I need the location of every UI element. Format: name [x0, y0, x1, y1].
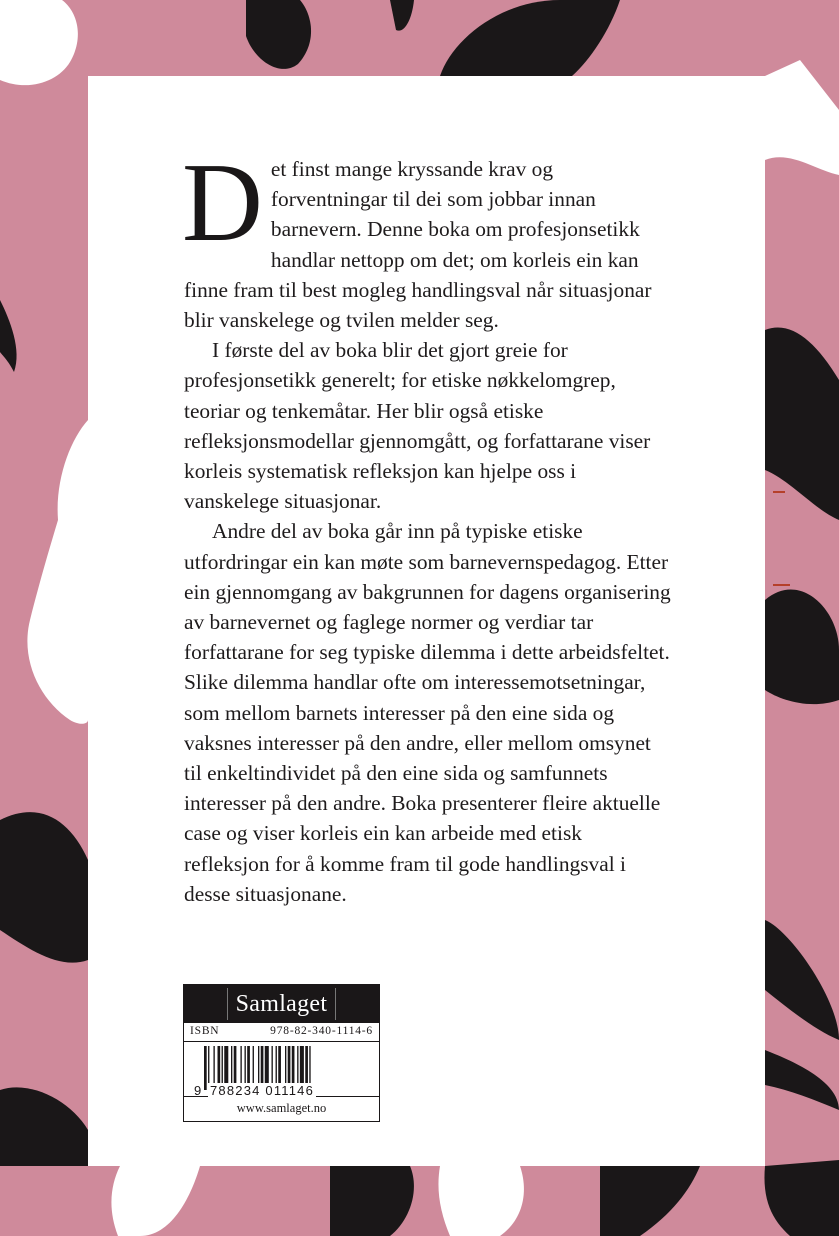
publisher-logo-bar — [184, 985, 379, 1023]
paragraph-1-text: et finst mange kryssande krav og forventningar til dei som jobbar innan barnevern. Denne boka om profesjonsetikk handlar nettopp om det; om korleis ein kan finne fram til best mogleg handlingsval når situasjonar blir vanskelege og tvilen melder seg. — [184, 157, 652, 333]
barcode-first-digit: 9 — [194, 1083, 203, 1098]
publisher-imprint-box — [183, 984, 380, 1122]
barcode-number: 788234 011146 — [210, 1083, 315, 1098]
paragraph-3: Andre del av boka går inn på typiske etiske utfordringar ein kan møte som barnevernspedagog. Etter ein gjennomgang av bakgrunnen for dagens organisering av barnevernet og faglege normer og verdiar tar forfattarane for seg typiske dilemma i dette arbeidsfeltet. Slike dilemma handlar ofte om interessemotsetningar, som mellom barnets interesser på den eine sida og vaksnes interesser på den andre, eller mellom omsynet til enkeltindividet på den eine sida og samfunnets interesser på den andre. Boka presenterer fleire aktuelle case og viser korleis ein kan arbeide med etisk refleksjon for å komme fram til gode handlingsval i desse situasjonane. — [184, 519, 671, 906]
isbn-label: ISBN — [190, 1025, 220, 1037]
isbn-number: 978-82-340-1114-6 — [270, 1025, 373, 1037]
dropcap-letter: D — [182, 141, 263, 265]
paragraph-1 — [182, 141, 672, 335]
blurb-text — [182, 141, 672, 909]
barcode-bar — [204, 1046, 207, 1090]
publisher-website: www.samlaget.no — [184, 1096, 379, 1119]
publisher-logo: Samlaget — [227, 988, 337, 1020]
back-cover-panel — [88, 76, 765, 1166]
isbn-line — [184, 1023, 379, 1042]
paragraph-2: I første del av boka blir det gjort greie for profesjonsetikk generelt; for etiske nøkkelomgrep, teoriar og tenkemåtar. Her blir også etiske refleksjonsmodellar gjennomgått, og forfattarane viser korleis systematisk refleksjon kan hjelpe oss i vanskelege situasjonar. — [184, 338, 651, 514]
barcode — [184, 1042, 379, 1096]
